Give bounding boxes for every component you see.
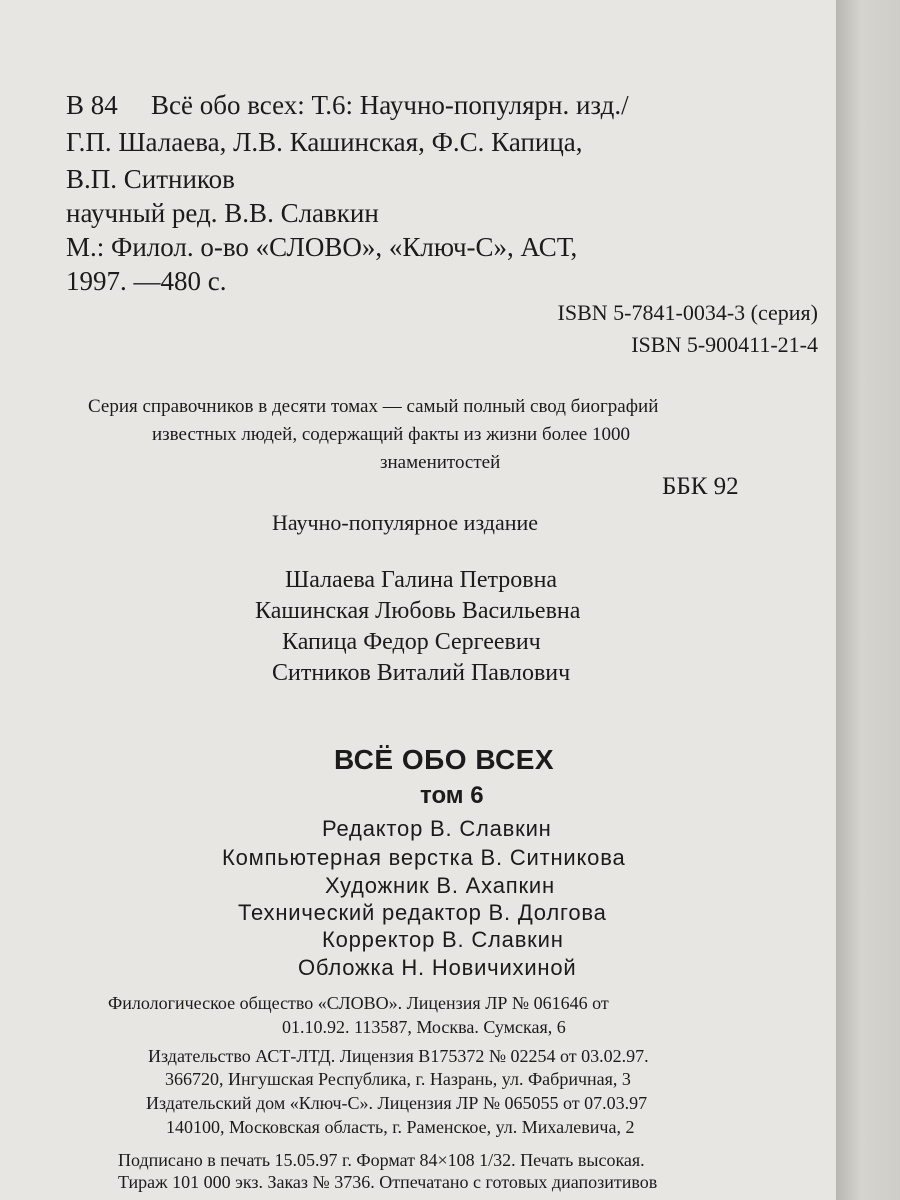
library-code: В 84 xyxy=(66,90,118,120)
biblio-line-3: В.П. Ситников xyxy=(66,164,235,194)
publisher-line-5: Издательский дом «Ключ-С». Лицензия ЛР № 065055 от 07.03.97 xyxy=(146,1093,648,1113)
credit-proofreader: Корректор В. Славкин xyxy=(322,927,564,952)
author-3: Капица Федор Сергеевич xyxy=(282,629,541,655)
author-4: Ситников Виталий Павлович xyxy=(272,660,571,686)
description-line-3: знаменитостей xyxy=(380,452,501,473)
biblio-line-2: Г.П. Шалаева, Л.В. Кашинская, Ф.С. Капица, xyxy=(66,127,583,157)
publisher-line-2: 01.10.92. 113587, Москва. Сумская, 6 xyxy=(282,1017,566,1037)
description-line-2: известных людей, содержащий факты из жизни более 1000 xyxy=(152,424,630,445)
isbn-volume: ISBN 5-900411-21-4 xyxy=(631,332,818,357)
adjacent-page-edge xyxy=(836,0,900,1200)
publisher-line-6: 140100, Московская область, г. Раменское, ул. Михалевича, 2 xyxy=(166,1117,635,1137)
credit-cover: Обложка Н. Новичихиной xyxy=(298,955,577,980)
publisher-line-1: Филологическое общество «СЛОВО». Лицензия ЛР № 061646 от xyxy=(108,993,609,1013)
credit-tech-editor: Технический редактор В. Долгова xyxy=(238,900,607,925)
description-line-1: Серия справочников в десяти томах — самый полный свод биографий xyxy=(88,396,659,417)
publisher-line-3: Издательство АСТ-ЛТД. Лицензия В175372 № 02254 от 03.02.97. xyxy=(148,1046,649,1066)
biblio-line-1 xyxy=(66,90,629,121)
biblio-title: Всё обо всех: Т.6: Научно-популярн. изд./ xyxy=(151,90,629,120)
edition-type: Научно-популярное издание xyxy=(272,510,539,535)
credit-layout: Компьютерная верстка В. Ситникова xyxy=(222,845,626,870)
credit-editor: Редактор В. Славкин xyxy=(322,816,552,841)
biblio-line-4: научный ред. В.В. Славкин xyxy=(66,198,379,228)
bbk-code: ББК 92 xyxy=(662,473,739,500)
volume-label: том 6 xyxy=(420,782,484,809)
book-title: ВСЁ ОБО ВСЕХ xyxy=(334,744,555,775)
printing-line-2: Тираж 101 000 экз. Заказ № 3736. Отпечатано с готовых диапозитивов xyxy=(118,1172,658,1192)
printing-line-1: Подписано в печать 15.05.97 г. Формат 84×108 1/32. Печать высокая. xyxy=(118,1150,645,1170)
isbn-series: ISBN 5-7841-0034-3 (серия) xyxy=(557,300,818,325)
biblio-line-6: 1997. —480 с. xyxy=(66,266,227,296)
biblio-line-5: М.: Филол. о-во «СЛОВО», «Ключ-С», АСТ, xyxy=(66,232,578,262)
author-1: Шалаева Галина Петровна xyxy=(285,567,558,593)
credit-artist: Художник В. Ахапкин xyxy=(325,873,555,898)
publisher-line-4: 366720, Ингушская Республика, г. Назрань, ул. Фабричная, 3 xyxy=(165,1069,631,1089)
author-2: Кашинская Любовь Васильевна xyxy=(255,598,581,624)
